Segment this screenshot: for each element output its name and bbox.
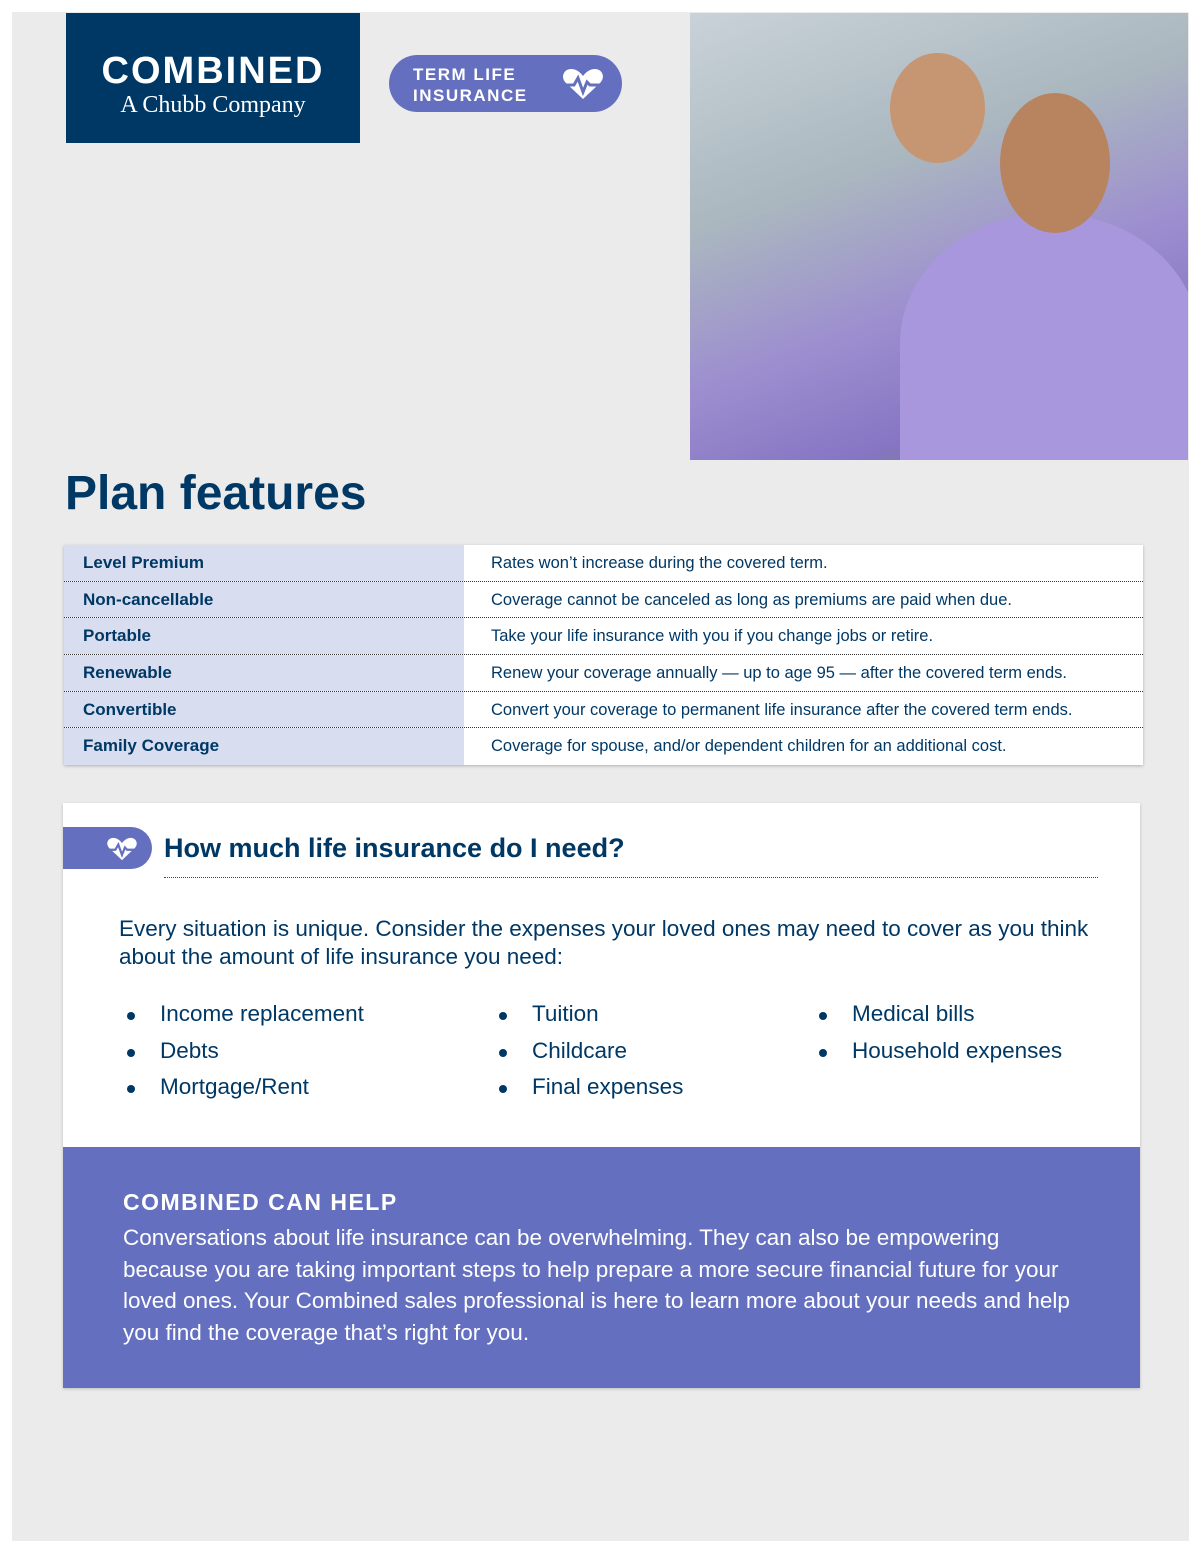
table-row xyxy=(64,582,1143,619)
badge-line1: TERM LIFE xyxy=(413,65,517,84)
section-heading: How much life insurance do I need? xyxy=(164,833,625,863)
feature-description: Coverage cannot be canceled as long as premiums are paid when due. xyxy=(491,590,1012,609)
feature-name: Portable xyxy=(64,618,464,654)
page-title: Plan features xyxy=(65,467,367,520)
list-item: Household expenses xyxy=(811,1038,1062,1075)
feature-name: Non-cancellable xyxy=(64,582,464,618)
table-row xyxy=(64,655,1143,692)
hero-photo xyxy=(690,13,1188,460)
list-item: Final expenses xyxy=(491,1074,683,1111)
expense-list-1 xyxy=(119,1001,364,1111)
list-item: Medical bills xyxy=(811,1001,1062,1038)
combined-can-help xyxy=(63,1147,1140,1388)
divider xyxy=(164,877,1098,878)
feature-description: Convert your coverage to permanent life insurance after the covered term ends. xyxy=(491,700,1073,719)
help-body: Conversations about life insurance can be overwhelming. They can also be empowering because you are taking important steps to help prepare a more secure financial future for your loved ones. Your Combined sales professional is here to learn more about your needs and help you find the coverage that’s right for you. xyxy=(123,1225,1070,1345)
logo-brand: COMBINED xyxy=(101,50,325,92)
feature-name: Family Coverage xyxy=(64,728,464,765)
logo-tagline: A Chubb Company xyxy=(120,92,306,118)
feature-description: Renew your coverage annually — up to age 95 — after the covered term ends. xyxy=(491,664,1067,683)
features-table xyxy=(64,545,1143,765)
term-life-badge xyxy=(389,55,622,112)
insurance-needs-card xyxy=(63,803,1140,1388)
feature-name: Level Premium xyxy=(64,545,464,581)
feature-description: Take your life insurance with you if you change jobs or retire. xyxy=(491,627,934,646)
section-tab xyxy=(63,827,152,869)
table-row xyxy=(64,618,1143,655)
table-row xyxy=(64,545,1143,582)
list-item: Debts xyxy=(119,1038,364,1075)
heart-pulse-icon xyxy=(105,836,139,862)
feature-description: Coverage for spouse, and/or dependent children for an additional cost. xyxy=(491,737,1007,756)
expense-list-3 xyxy=(811,1001,1062,1074)
list-item: Income replacement xyxy=(119,1001,364,1038)
help-heading: COMBINED CAN HELP xyxy=(123,1189,398,1215)
badge-line2: INSURANCE xyxy=(413,86,528,105)
feature-name: Convertible xyxy=(64,692,464,728)
feature-name: Renewable xyxy=(64,655,464,691)
heart-pulse-icon xyxy=(560,67,606,101)
table-row xyxy=(64,692,1143,729)
intro-text: Every situation is unique. Consider the expenses your loved ones may need to cover as you think about the amount of life insurance you need: xyxy=(119,916,1089,969)
list-item: Tuition xyxy=(491,1001,683,1038)
feature-description: Rates won’t increase during the covered term. xyxy=(491,554,828,572)
list-item: Childcare xyxy=(491,1038,683,1075)
table-row xyxy=(64,728,1143,765)
expense-list-2 xyxy=(491,1001,683,1111)
combined-logo xyxy=(66,13,360,143)
list-item: Mortgage/Rent xyxy=(119,1074,364,1111)
